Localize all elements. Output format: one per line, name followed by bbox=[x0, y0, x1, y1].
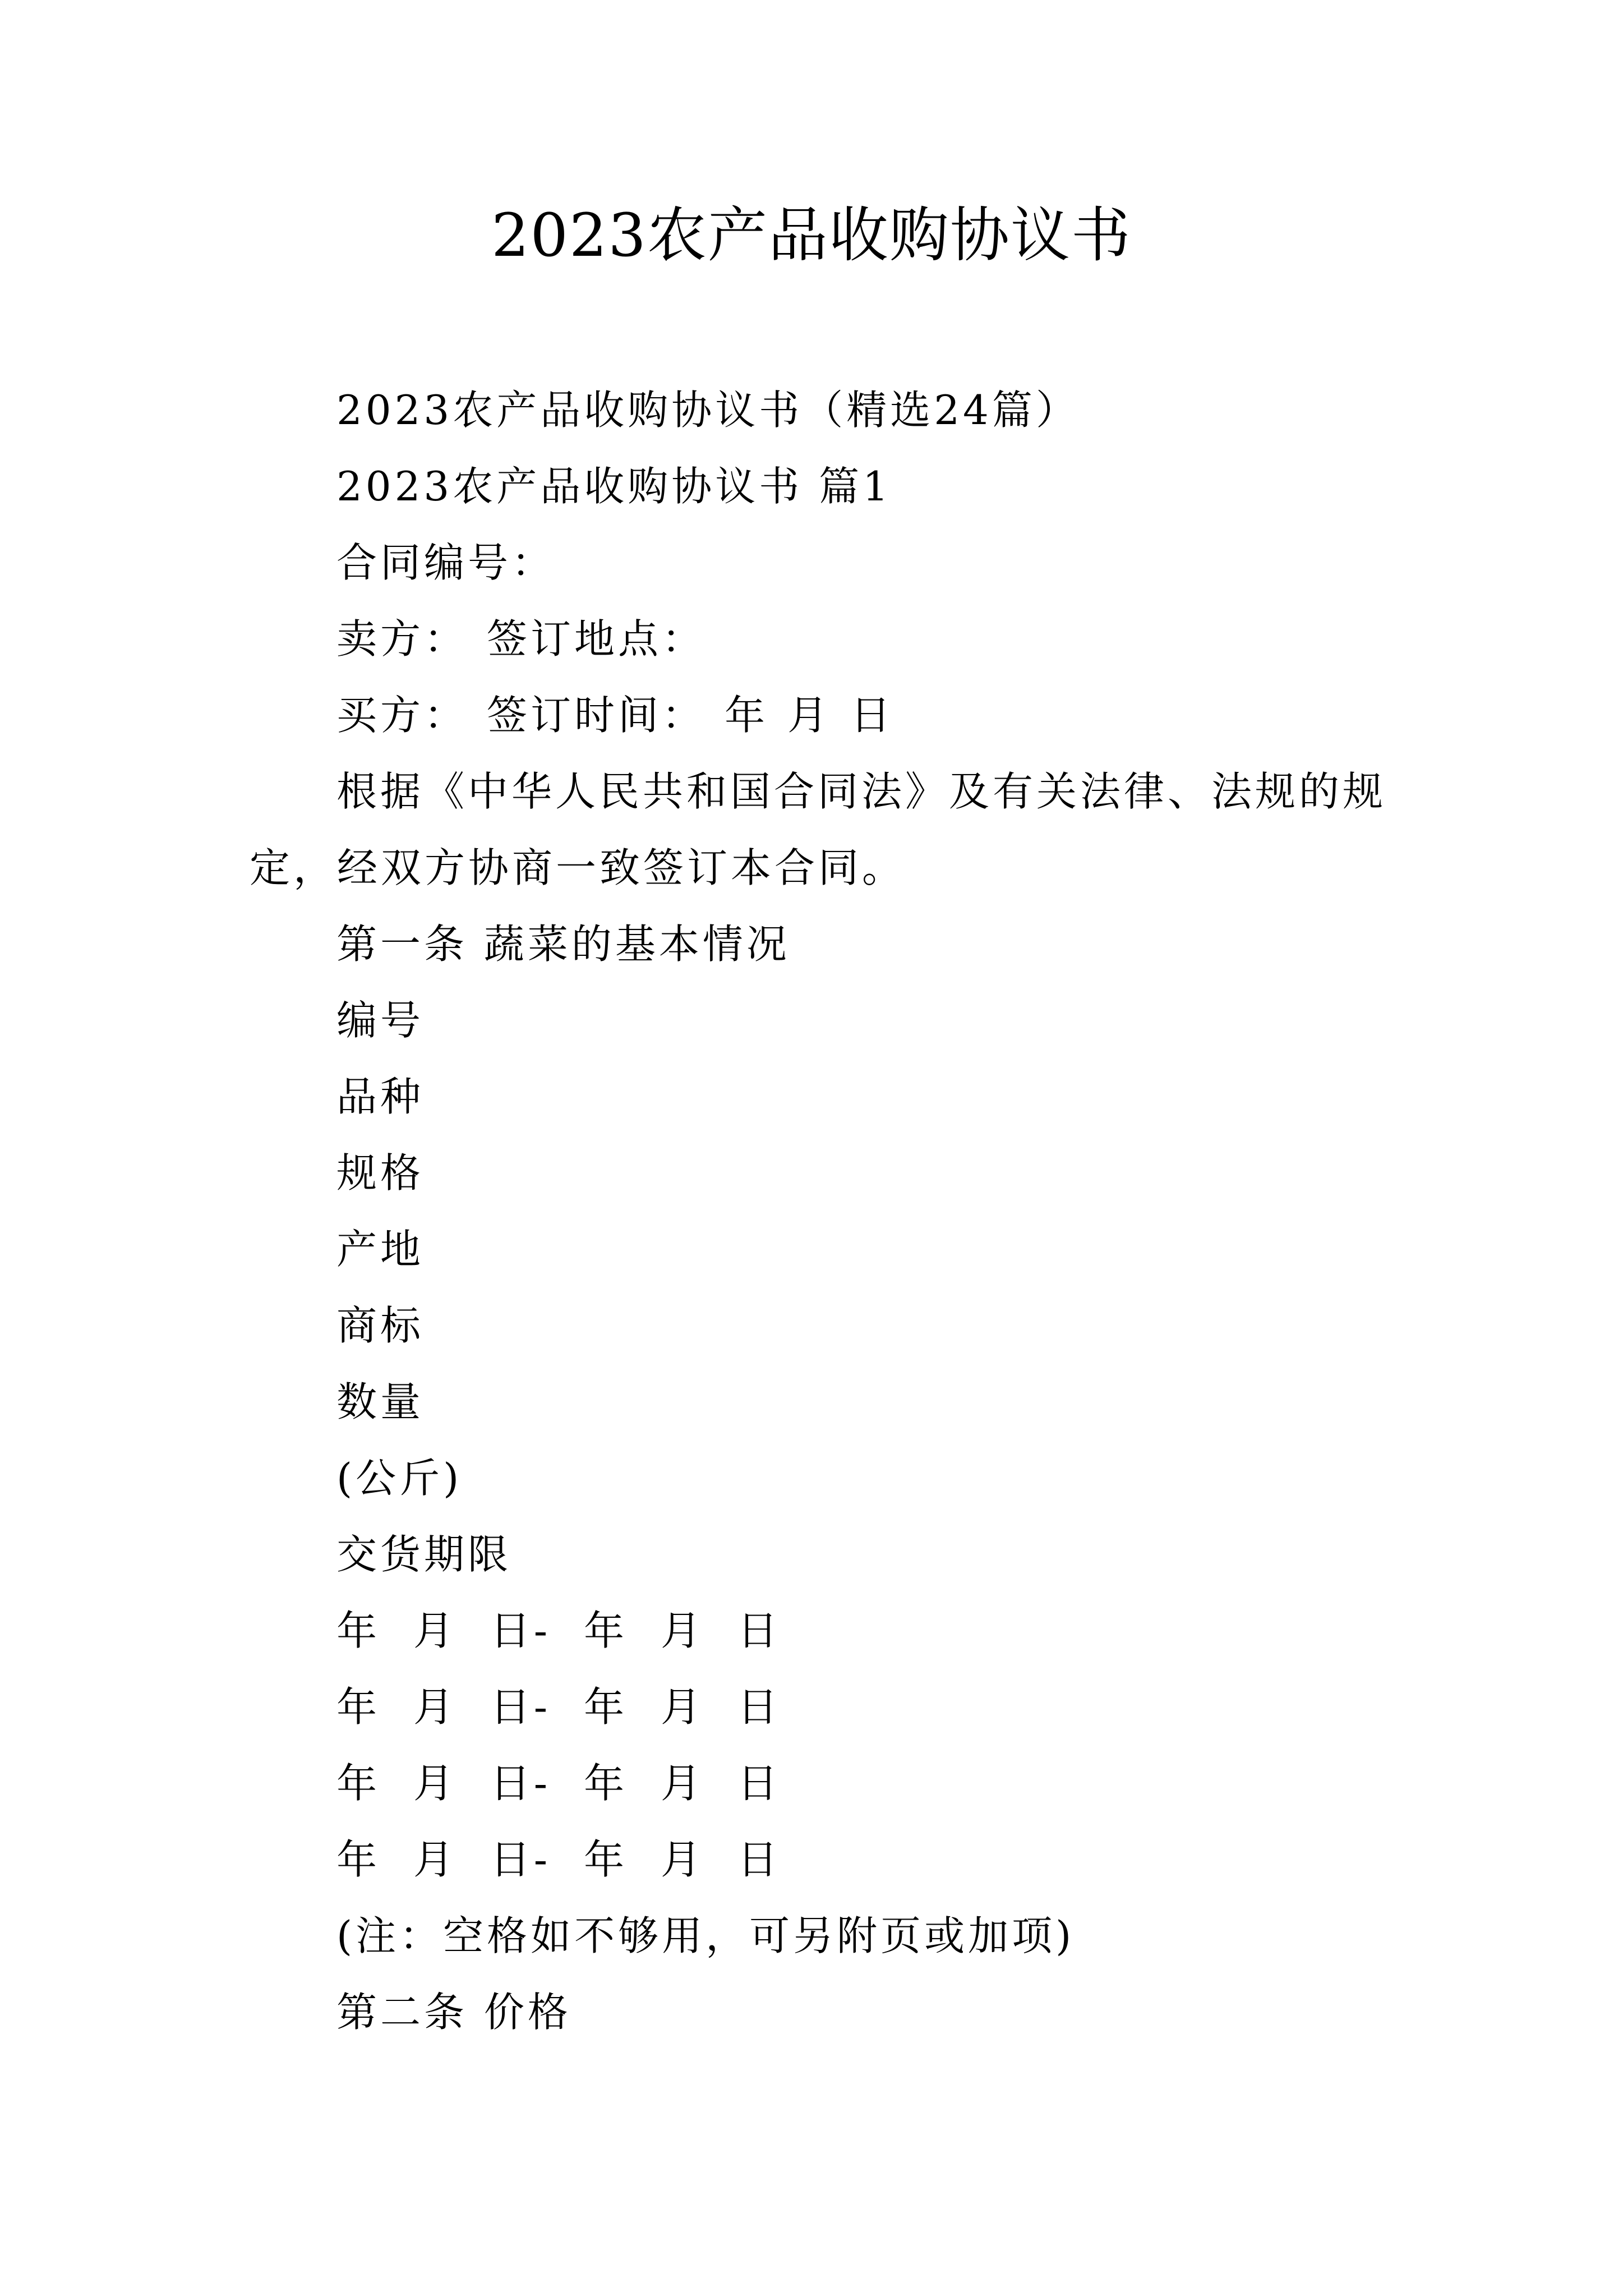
paragraph-1-line-1: 根据《中华人民共和国合同法》及有关法律、法规的规 bbox=[336, 768, 1387, 815]
article-2-heading: 第二条 价格 bbox=[336, 1989, 571, 2036]
year-label: 年 bbox=[725, 692, 769, 739]
field-number: 编号 bbox=[336, 997, 425, 1044]
seller-line bbox=[250, 601, 1388, 677]
paragraph-1-line-2: 定，经双方协商一致签订本合同。 bbox=[250, 844, 906, 891]
day-label: 日 bbox=[850, 692, 895, 739]
date-range-row: 年 月 日- 年 月 日 bbox=[336, 1760, 781, 1807]
field-spec: 规格 bbox=[336, 1149, 425, 1197]
field-delivery: 交货期限 bbox=[336, 1531, 512, 1578]
field-unit: (公斤) bbox=[336, 1455, 463, 1502]
sign-place-label: 签订地点： bbox=[487, 615, 706, 662]
field-variety: 品种 bbox=[336, 1073, 425, 1120]
buyer-label: 买方： bbox=[336, 692, 468, 739]
article-1-heading: 第一条 蔬菜的基本情况 bbox=[336, 921, 790, 968]
note-line: (注：空格如不够用，可另附页或加项) bbox=[336, 1912, 1075, 1959]
contract-number-label: 合同编号： bbox=[336, 539, 556, 586]
subtitle-line: 2023农产品收购协议书（精选24篇） bbox=[336, 386, 1080, 434]
field-quantity: 数量 bbox=[336, 1378, 425, 1425]
date-range-row: 年 月 日- 年 月 日 bbox=[336, 1683, 781, 1731]
seller-label: 卖方： bbox=[336, 615, 468, 662]
buyer-line bbox=[250, 677, 1388, 753]
section-heading: 2023农产品收购协议书 篇1 bbox=[336, 463, 892, 510]
document-title: 2023农产品收购协议书 bbox=[491, 201, 1132, 270]
field-trademark: 商标 bbox=[336, 1302, 425, 1349]
month-label: 月 bbox=[787, 692, 832, 739]
date-range-row: 年 月 日- 年 月 日 bbox=[336, 1836, 781, 1883]
sign-time-label: 签订时间： bbox=[487, 692, 706, 739]
date-range-row: 年 月 日- 年 月 日 bbox=[336, 1607, 781, 1654]
document-body bbox=[250, 372, 1388, 2050]
field-origin: 产地 bbox=[336, 1226, 425, 1273]
